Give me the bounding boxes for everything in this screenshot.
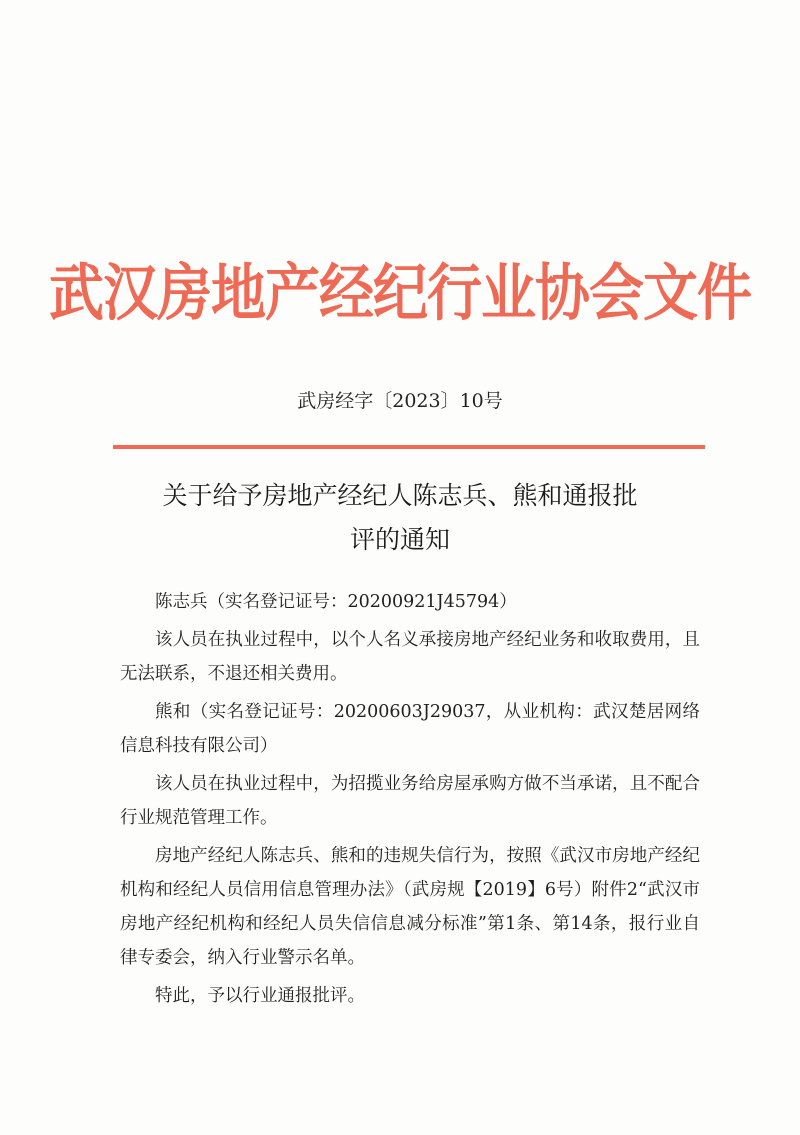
notice-title-line-2: 评的通知 xyxy=(349,525,450,554)
body-paragraph-closing: 特此，予以行业通报批评。 xyxy=(155,986,365,1006)
issuer-title: 武汉房地产经纪行业协会文件 xyxy=(48,256,751,329)
body-paragraph-violation-2: 该人员在执业过程中，为招揽业务给房屋承购方做不当承诺，且不配合行业规范管理工作。 xyxy=(120,774,700,828)
red-divider-line xyxy=(113,445,705,449)
body-paragraph-person-1: 陈志兵（实名登记证号：20200921J45794） xyxy=(155,592,517,612)
notice-body xyxy=(120,585,700,1013)
body-paragraph-person-2: 熊和（实名登记证号：20200603J29037，从业机构：武汉楚居网络信息科技有限公司） xyxy=(120,702,700,756)
notice-title-line-1: 关于给予房地产经纪人陈志兵、熊和通报批 xyxy=(162,481,638,510)
body-paragraph-decision: 房地产经纪人陈志兵、熊和的违规失信行为，按照《武汉市房地产经纪机构和经纪人员信用信息管理办法》（武房规【2019】6号）附件2“武汉市房地产经纪机构和经纪人员失信信息减分标准”第1条、第14条，报行业自律专委会，纳入行业警示名单。 xyxy=(120,846,700,968)
document-number: 武房经字〔2023〕10号 xyxy=(297,390,503,412)
body-paragraph-violation-1: 该人员在执业过程中，以个人名义承接房地产经纪业务和收取费用，且无法联系，不退还相关费用。 xyxy=(120,630,700,684)
notice-title xyxy=(100,474,700,562)
